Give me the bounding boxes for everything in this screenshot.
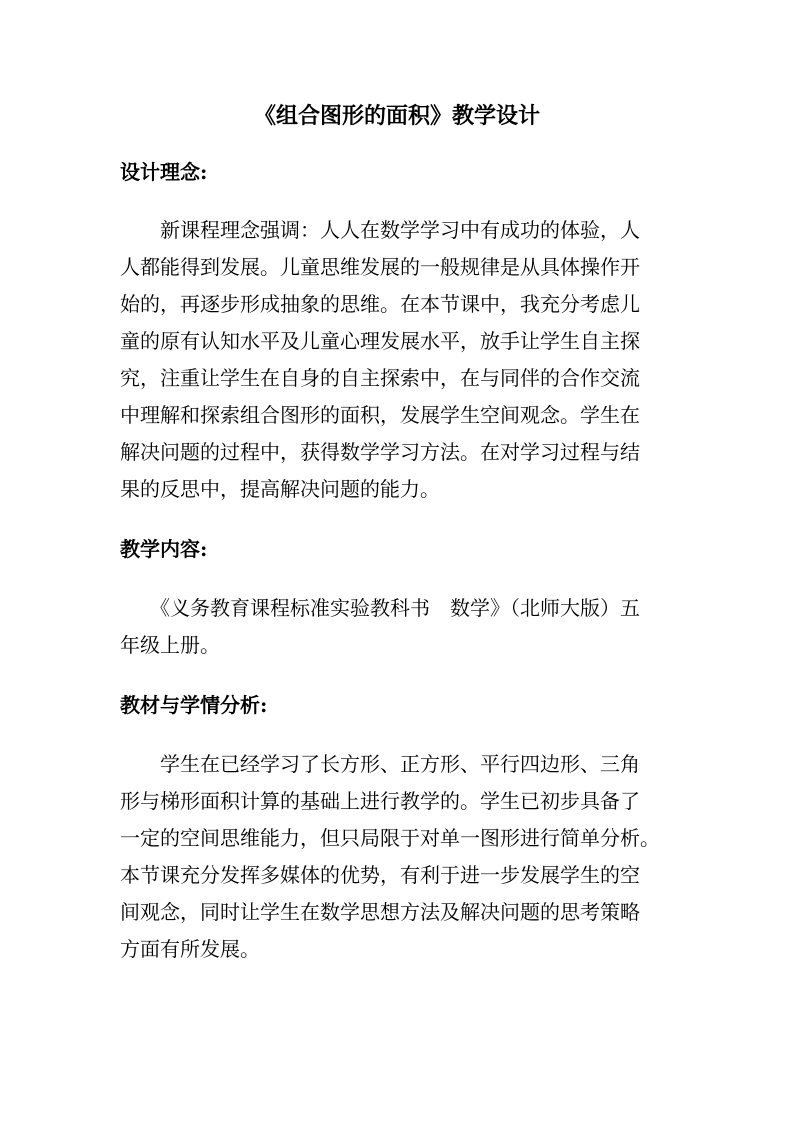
- paragraph-line: 《义务教育课程标准实验教科书 数学》（北师大版）五: [150, 596, 640, 620]
- section-heading-design-concept: 设计理念:: [120, 160, 208, 184]
- paragraph-line: 解决问题的过程中，获得数学学习方法。在对学习过程与结: [120, 440, 640, 464]
- paragraph-line: 间观念，同时让学生在数学思想方法及解决问题的思考策略: [120, 900, 640, 924]
- paragraph-line: 人都能得到发展。儿童思维发展的一般规律是从具体操作开: [120, 255, 640, 279]
- paragraph-line: 新课程理念强调：人人在数学学习中有成功的体验，人: [160, 218, 640, 242]
- paragraph-line: 一定的空间思维能力，但只局限于对单一图形进行简单分析。: [120, 826, 660, 850]
- paragraph-line: 年级上册。: [120, 633, 220, 657]
- paragraph-line: 形与梯形面积计算的基础上进行教学的。学生已初步具备了: [120, 789, 640, 813]
- paragraph-line: 究，注重让学生在自身的自主探索中，在与同伴的合作交流: [120, 366, 640, 390]
- paragraph-line: 方面有所发展。: [120, 937, 260, 961]
- paragraph-line: 本节课充分发挥多媒体的优势，有利于进一步发展学生的空: [120, 863, 640, 887]
- section-heading-material-analysis: 教材与学情分析:: [120, 693, 268, 717]
- section-heading-teaching-content: 教学内容:: [120, 537, 208, 561]
- paragraph-line: 中理解和探索组合图形的面积，发展学生空间观念。学生在: [120, 403, 640, 427]
- paragraph-line: 童的原有认知水平及儿童心理发展水平，放手让学生自主探: [120, 329, 640, 353]
- paragraph-line: 果的反思中，提高解决问题的能力。: [120, 477, 440, 501]
- document-title: 《组合图形的面积》教学设计: [253, 103, 540, 129]
- paragraph-line: 学生在已经学习了长方形、正方形、平行四边形、三角: [160, 752, 640, 776]
- paragraph-line: 始的，再逐步形成抽象的思维。在本节课中，我充分考虑儿: [120, 292, 640, 316]
